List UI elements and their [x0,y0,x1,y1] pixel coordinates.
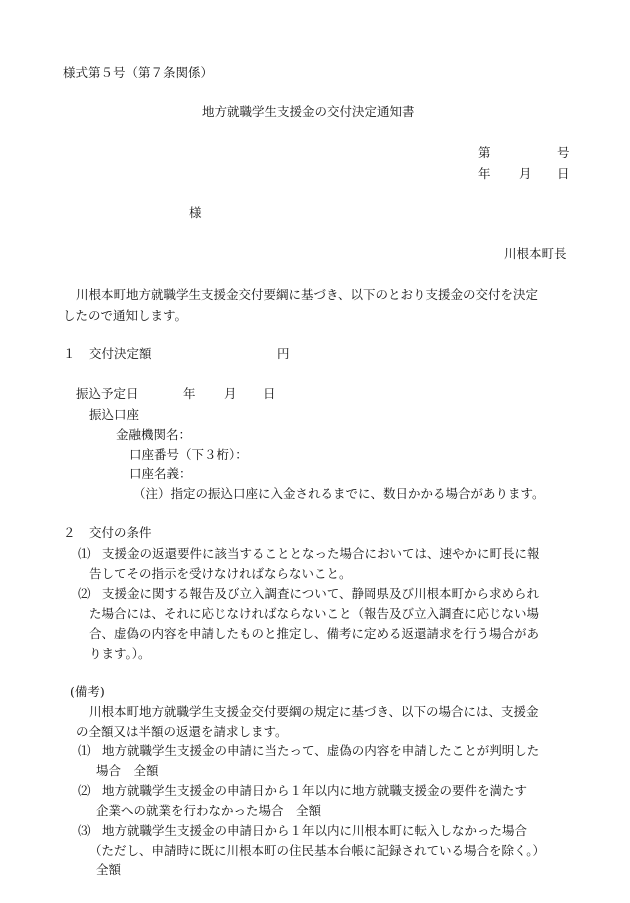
remark-2-marker: ⑵ [78,783,91,798]
transfer-day: 日 [263,386,276,401]
remarks-intro-line-1: 川根本町地方就職学生支援金交付要綱の規定に基づき、以下の場合には、支援金 [89,704,539,719]
account-number-label: 口座番号（下３桁）： [129,447,248,462]
remark-2-line-2: 企業への就業を行わなかった場合 全額 [96,803,322,818]
remark-1-line-2: 場合 全額 [96,763,159,778]
condition-2-line-3: 合、虚偽の内容を申請したものと推定し、備考に定める返還請求を行う場合があ [89,626,540,641]
date-day: 日 [557,166,570,181]
account-label: 振込口座 [89,407,140,422]
date-year: 年 [478,166,491,181]
condition-1-line-2: 告してその指示を受けなければならないこと。 [89,566,352,581]
form-label: 様式第５号（第７条関係） [63,65,214,80]
recipient-suffix: 様 [189,205,202,220]
condition-2-marker: ⑵ [78,586,91,601]
transfer-note: （注）指定の振込口座に入金されるまでに、数日かかる場合があります。 [133,486,545,501]
condition-2-line-4: ります。）。 [89,646,151,661]
remarks-heading: (備考) [70,684,105,699]
remark-3-line-3: 全額 [96,862,122,877]
transfer-date-label: 振込予定日 [76,386,139,401]
section2-number: ２ [63,525,76,540]
issuer: 川根本町長 [504,246,567,261]
remark-3-line-1: 地方就職学生支援金の申請日から１年以内に川根本町に転入しなかった場合 [102,823,528,838]
intro-line-2: したので通知します。 [63,308,188,323]
section1-unit: 円 [277,346,290,361]
transfer-month: 月 [224,386,237,401]
doc-number-prefix: 第 [478,145,491,160]
remark-3-marker: ⑶ [78,823,91,838]
remark-3-line-2: （ただし、申請時に既に川根本町の住民基本台帳に記録されている場合を除く。） [89,843,546,858]
bank-label: 金融機関名： [116,427,192,442]
condition-2-line-2: た場合には、それに応じなければならないこと（報告及び立入調査に応じない場 [89,606,540,621]
section1-label: 交付決定額 [89,346,152,361]
account-name-label: 口座名義： [129,466,192,481]
remark-1-line-1: 地方就職学生支援金の申請に当たって、虚偽の内容を申請したことが判明した [102,743,540,758]
remark-1-marker: ⑴ [78,743,91,758]
condition-2-line-1: 支援金に関する報告及び立入調査について、静岡県及び川根本町から求められ [102,586,540,601]
condition-1-marker: ⑴ [78,546,91,561]
intro-line-1: 川根本町地方就職学生支援金交付要綱に基づき、以下のとおり支援金の交付を決定 [76,287,539,302]
condition-1-line-1: 支援金の返還要件に該当することとなった場合においては、速やかに町長に報 [102,546,540,561]
transfer-year: 年 [183,386,196,401]
date-month: 月 [519,166,532,181]
section2-label: 交付の条件 [89,525,152,540]
document-title: 地方就職学生支援金の交付決定通知書 [202,104,415,119]
remark-2-line-1: 地方就職学生支援金の申請日から１年以内に地方就職支援金の要件を満たす [102,783,528,798]
section1-number: １ [63,346,76,361]
remarks-intro-line-2: の全額又は半額の返還を請求します。 [76,724,288,739]
doc-number-suffix: 号 [557,145,570,160]
